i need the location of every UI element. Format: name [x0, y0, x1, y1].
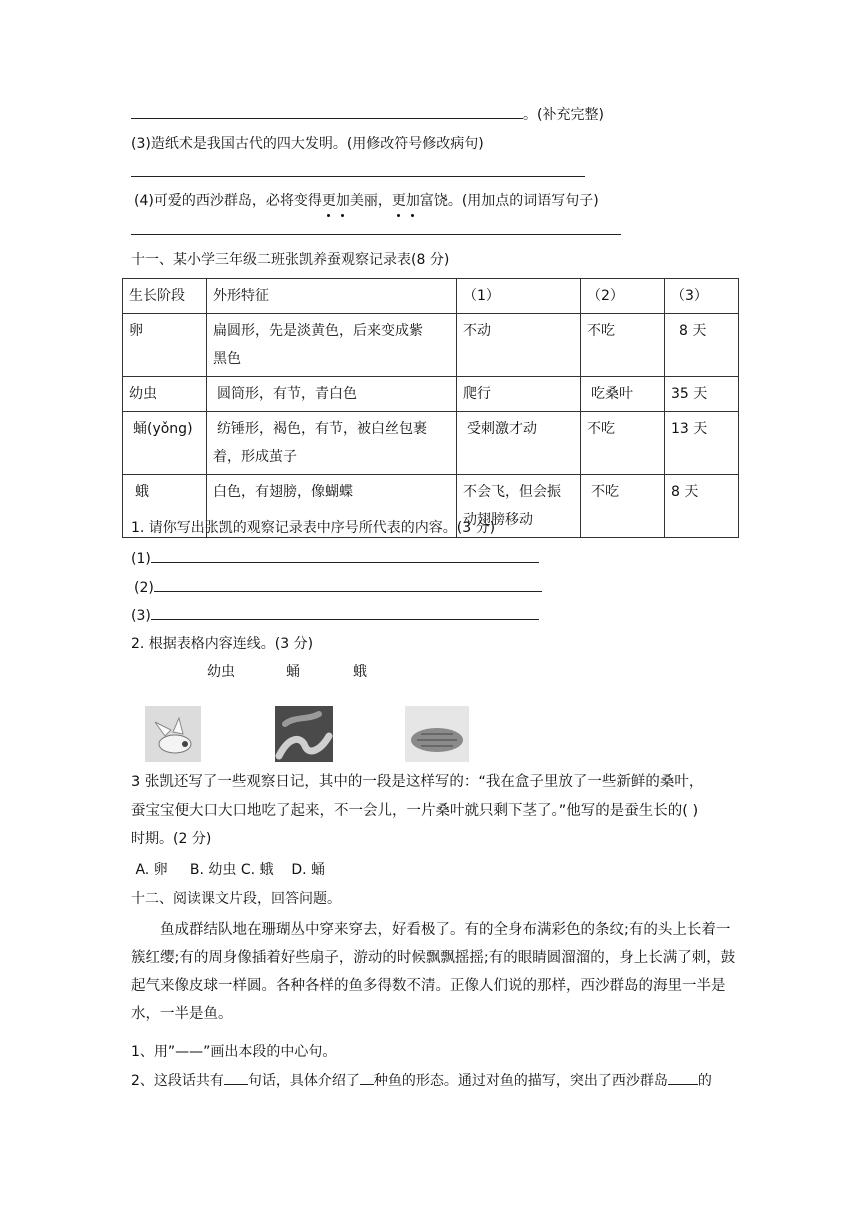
question-3-text: (3)造纸术是我国古代的四大发明。(用修改符号修改病句) — [131, 136, 484, 152]
q3-line-3: 时期。(2 分) — [131, 831, 212, 847]
header-cell: 外形特征 — [207, 279, 457, 314]
q3-line-1: 3 张凯还写了一些观察日记，其中的一段是这样写的：“我在盒子里放了一些新鲜的桑叶， — [131, 774, 704, 790]
q2-label-moth: 蛾 — [353, 664, 367, 680]
section-11-title: 十一、某小学三年级二班张凯养蚕观察记录表(8 分) — [131, 252, 450, 268]
header-cell: （3） — [665, 279, 739, 314]
q2-part-b: 句话，具体介绍了 — [247, 1073, 360, 1089]
dotted-char: 更 — [321, 193, 336, 209]
q1-title: 1. 请你写出张凯的观察记录表中序号所代表的内容。(3 分) — [131, 520, 496, 536]
reading-passage: 鱼成群结队地在珊瑚丛中穿来穿去，好看极了。有的全身布满彩色的条纹;有的头上长着一簇红缨;有的周身像插着好些扇子，游动的时候飘飘摇摇;有的眼睛圆溜溜的，身上长满了刺，鼓起气来像皮球一样圆。各种各样的鱼多得数不清。正像人们说的那样，西沙群岛的海里一半是水，一半是鱼。 — [131, 922, 736, 1022]
days-cell: 8 天 — [665, 475, 739, 538]
silkworm-icon — [275, 706, 333, 762]
q2-label-larva: 幼虫 — [207, 664, 235, 680]
q2-picture-strip — [131, 690, 481, 764]
table-row — [123, 377, 739, 412]
q4-part-c: 富饶。(用加点的词语写句子) — [419, 193, 599, 209]
q2-part-c: 种鱼的形态。通过对鱼的描写，突出了西沙群岛 — [373, 1073, 668, 1089]
days-cell: 13 天 — [665, 412, 739, 475]
movement-cell: 不动 — [457, 314, 581, 377]
shape-cell: 圆筒形，有节，青白色 — [207, 377, 457, 412]
movement-cell: 不会飞，但会振 动翅膀移动 — [457, 475, 581, 538]
food-cell: 不吃 — [581, 412, 665, 475]
movement-cell: 爬行 — [457, 377, 581, 412]
stage-cell: 蛾 — [123, 475, 207, 538]
food-cell: 不吃 — [581, 475, 665, 538]
table-header-row — [123, 279, 739, 314]
q1-answer-3 — [131, 605, 539, 626]
sec12-q2 — [131, 1070, 712, 1091]
answer-label: (3) — [131, 608, 151, 624]
cocoon-image[interactable] — [405, 706, 469, 762]
moth-image[interactable] — [145, 706, 201, 762]
shape-cell: 扁圆形，先是淡黄色，后来变成紫 黑色 — [207, 314, 457, 377]
header-cell: （1） — [457, 279, 581, 314]
q4-part-a: (4)可爱的西沙群岛，必将变得 — [134, 193, 322, 209]
table-row — [123, 314, 739, 377]
answer-line-3 — [131, 220, 621, 241]
q1-answer-2 — [134, 577, 542, 598]
blank-sentence-count[interactable] — [224, 1070, 248, 1085]
movement-cell: 受刺激才动 — [457, 412, 581, 475]
days-cell: 8 天 — [665, 314, 739, 377]
table-row — [123, 412, 739, 475]
shape-cell: 纺锤形，褐色，有节，被白丝包裹 着，形成茧子 — [207, 412, 457, 475]
answer-label: (2) — [134, 580, 154, 596]
question-4-text — [134, 191, 599, 211]
blank-line[interactable] — [131, 220, 621, 235]
blank-line[interactable] — [154, 577, 542, 592]
header-cell: （2） — [581, 279, 665, 314]
section-12-title: 十二、阅读课文片段，回答问题。 — [131, 891, 341, 907]
q1-answer-1 — [131, 548, 539, 569]
blank-line[interactable] — [151, 605, 539, 620]
observation-table — [122, 278, 739, 538]
larva-image[interactable] — [275, 706, 333, 762]
hint-text: 。(补充完整) — [523, 107, 604, 123]
q2-title: 2. 根据表格内容连线。(3 分) — [131, 636, 314, 652]
answer-line-2 — [131, 162, 585, 183]
q2-part-d: 的 — [697, 1073, 712, 1089]
blank-feature[interactable] — [668, 1070, 698, 1085]
food-cell: 不吃 — [581, 314, 665, 377]
blank-line[interactable] — [131, 162, 585, 177]
q2-label-pupa: 蛹 — [286, 664, 300, 680]
blank-line[interactable] — [151, 548, 539, 563]
shape-cell: 白色，有翅膀，像蝴蝶 — [207, 475, 457, 538]
days-cell: 35 天 — [665, 377, 739, 412]
answer-line-1 — [131, 104, 604, 125]
food-cell: 吃桑叶 — [581, 377, 665, 412]
stage-cell: 卵 — [123, 314, 207, 377]
dotted-char: 加 — [335, 193, 350, 209]
q3-options[interactable]: A. 卵 B. 幼虫 C. 蛾 D. 蛹 — [131, 862, 326, 878]
answer-label: (1) — [131, 551, 151, 567]
dotted-char: 更 — [391, 193, 406, 209]
blank-fish-count[interactable] — [360, 1070, 374, 1085]
q2-part-a: 2、这段话共有 — [131, 1073, 224, 1089]
blank-line[interactable] — [131, 104, 523, 119]
header-cell: 生长阶段 — [123, 279, 207, 314]
cocoon-icon — [405, 706, 469, 762]
dotted-char: 加 — [405, 193, 420, 209]
q4-part-b: 美丽， — [349, 193, 392, 209]
stage-cell: 幼虫 — [123, 377, 207, 412]
q3-line-2: 蚕宝宝便大口大口地吃了起来，不一会儿，一片桑叶就只剩下茎了。”他写的是蚕生长的( ) — [131, 803, 699, 819]
stage-cell: 蛹(yǒng) — [123, 412, 207, 475]
sec12-q1: 1、用”——”画出本段的中心句。 — [131, 1044, 337, 1060]
moth-icon — [145, 706, 201, 762]
